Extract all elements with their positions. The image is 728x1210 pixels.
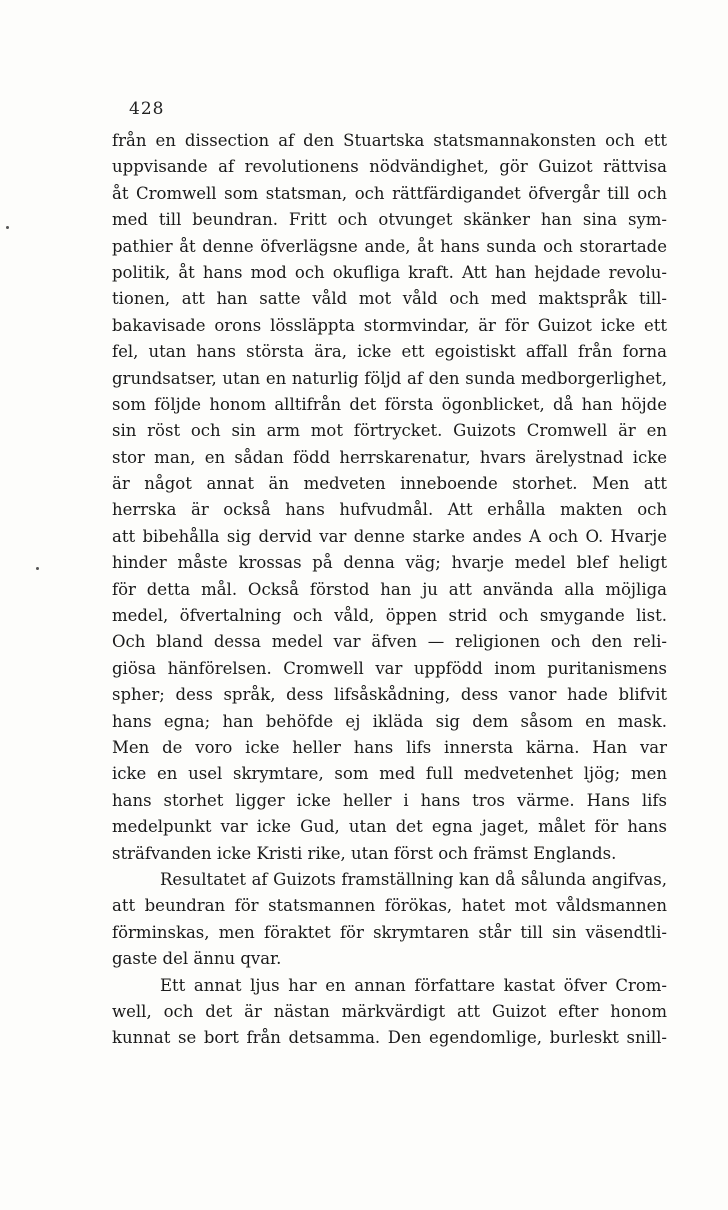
text-line: uppvisande af revolutionens nödvändighet, gör Guizot rättvisa	[112, 157, 667, 177]
text-line: som följde honom alltifrån det första ögonblicket, då han höjde	[112, 394, 667, 414]
text-line: hinder måste krossas på denna väg; hvarje medel blef heligt	[112, 553, 667, 573]
paragraph-start-line: Resultatet af Guizots framställning kan då sålunda angifvas,	[160, 869, 667, 889]
text-line: grundsatser, utan en naturlig följd af den sunda medborgerlighet,	[112, 368, 667, 388]
text-line: bakavisade orons lössläppta stormvindar, är för Guizot icke ett	[112, 315, 667, 335]
text-line: med till beundran. Fritt och otvunget skänker han sina sym-	[112, 210, 667, 230]
body-text	[112, 128, 667, 1052]
text-line: är något annat än medveten inneboende storhet. Men att	[112, 474, 667, 494]
text-line: gaste del ännu qvar.	[112, 949, 282, 969]
text-line: politik, åt hans mod och okufliga kraft. Att han hejdade revolu-	[112, 262, 667, 282]
text-line: från en dissection af den Stuartska statsmannakonsten och ett	[112, 131, 667, 150]
margin-speck	[6, 226, 9, 229]
text-line: förminskas, men föraktet för skrymtaren står till sin väsendtli-	[112, 922, 667, 942]
text-line: pathier åt denne öfverlägsne ande, åt hans sunda och storartade	[112, 236, 667, 256]
text-line: medel, öfvertalning och våld, öppen strid och smygande list.	[112, 606, 667, 626]
text-line: tionen, att han satte våld mot våld och med maktspråk till-	[112, 289, 667, 309]
text-line: well, och det är nästan märkvärdigt att Guizot efter honom	[112, 1001, 667, 1021]
text-line: sträfvanden icke Kristi rike, utan först och främst Englands.	[112, 843, 617, 863]
paragraph-start-line: Ett annat ljus har en annan författare kastat öfver Crom-	[160, 975, 667, 995]
margin-speck	[36, 567, 39, 570]
text-line: medelpunkt var icke Gud, utan det egna jaget, målet för hans	[112, 817, 667, 837]
text-line: Och bland dessa medel var äfven — religionen och den reli-	[112, 632, 667, 652]
text-line: icke en usel skrymtare, som med full medvetenhet ljög; men	[112, 764, 667, 784]
text-line: att beundran för statsmannen förökas, hatet mot våldsmannen	[112, 896, 667, 916]
text-line: sin röst och sin arm mot förtrycket. Guizots Cromwell är en	[112, 421, 667, 441]
text-line: fel, utan hans största ära, icke ett egoistiskt affall från forna	[112, 342, 667, 362]
page-number: 428	[129, 99, 165, 119]
text-line: hans egna; han behöfde ej ikläda sig dem såsom en mask.	[112, 711, 667, 731]
text-line: att bibehålla sig dervid var denne starke andes A och O. Hvarje	[112, 526, 667, 546]
text-line: giösa hänförelsen. Cromwell var uppfödd inom puritanismens	[112, 658, 667, 678]
text-line: stor man, en sådan född herrskarenatur, hvars ärelystnad icke	[112, 447, 667, 467]
text-line: kunnat se bort från detsamma. Den egendomlige, burleskt snill-	[112, 1028, 667, 1048]
text-line: åt Cromwell som statsman, och rättfärdigandet öfvergår till och	[112, 183, 667, 203]
text-line: herrska är också hans hufvudmål. Att erhålla makten och	[112, 500, 667, 520]
text-line: Men de voro icke heller hans lifs innersta kärna. Han var	[112, 737, 667, 757]
text-line: spher; dess språk, dess lifsåskådning, dess vanor hade blifvit	[112, 685, 667, 705]
text-line: för detta mål. Också förstod han ju att använda alla möjliga	[112, 579, 667, 599]
text-line: hans storhet ligger icke heller i hans tros värme. Hans lifs	[112, 790, 667, 810]
